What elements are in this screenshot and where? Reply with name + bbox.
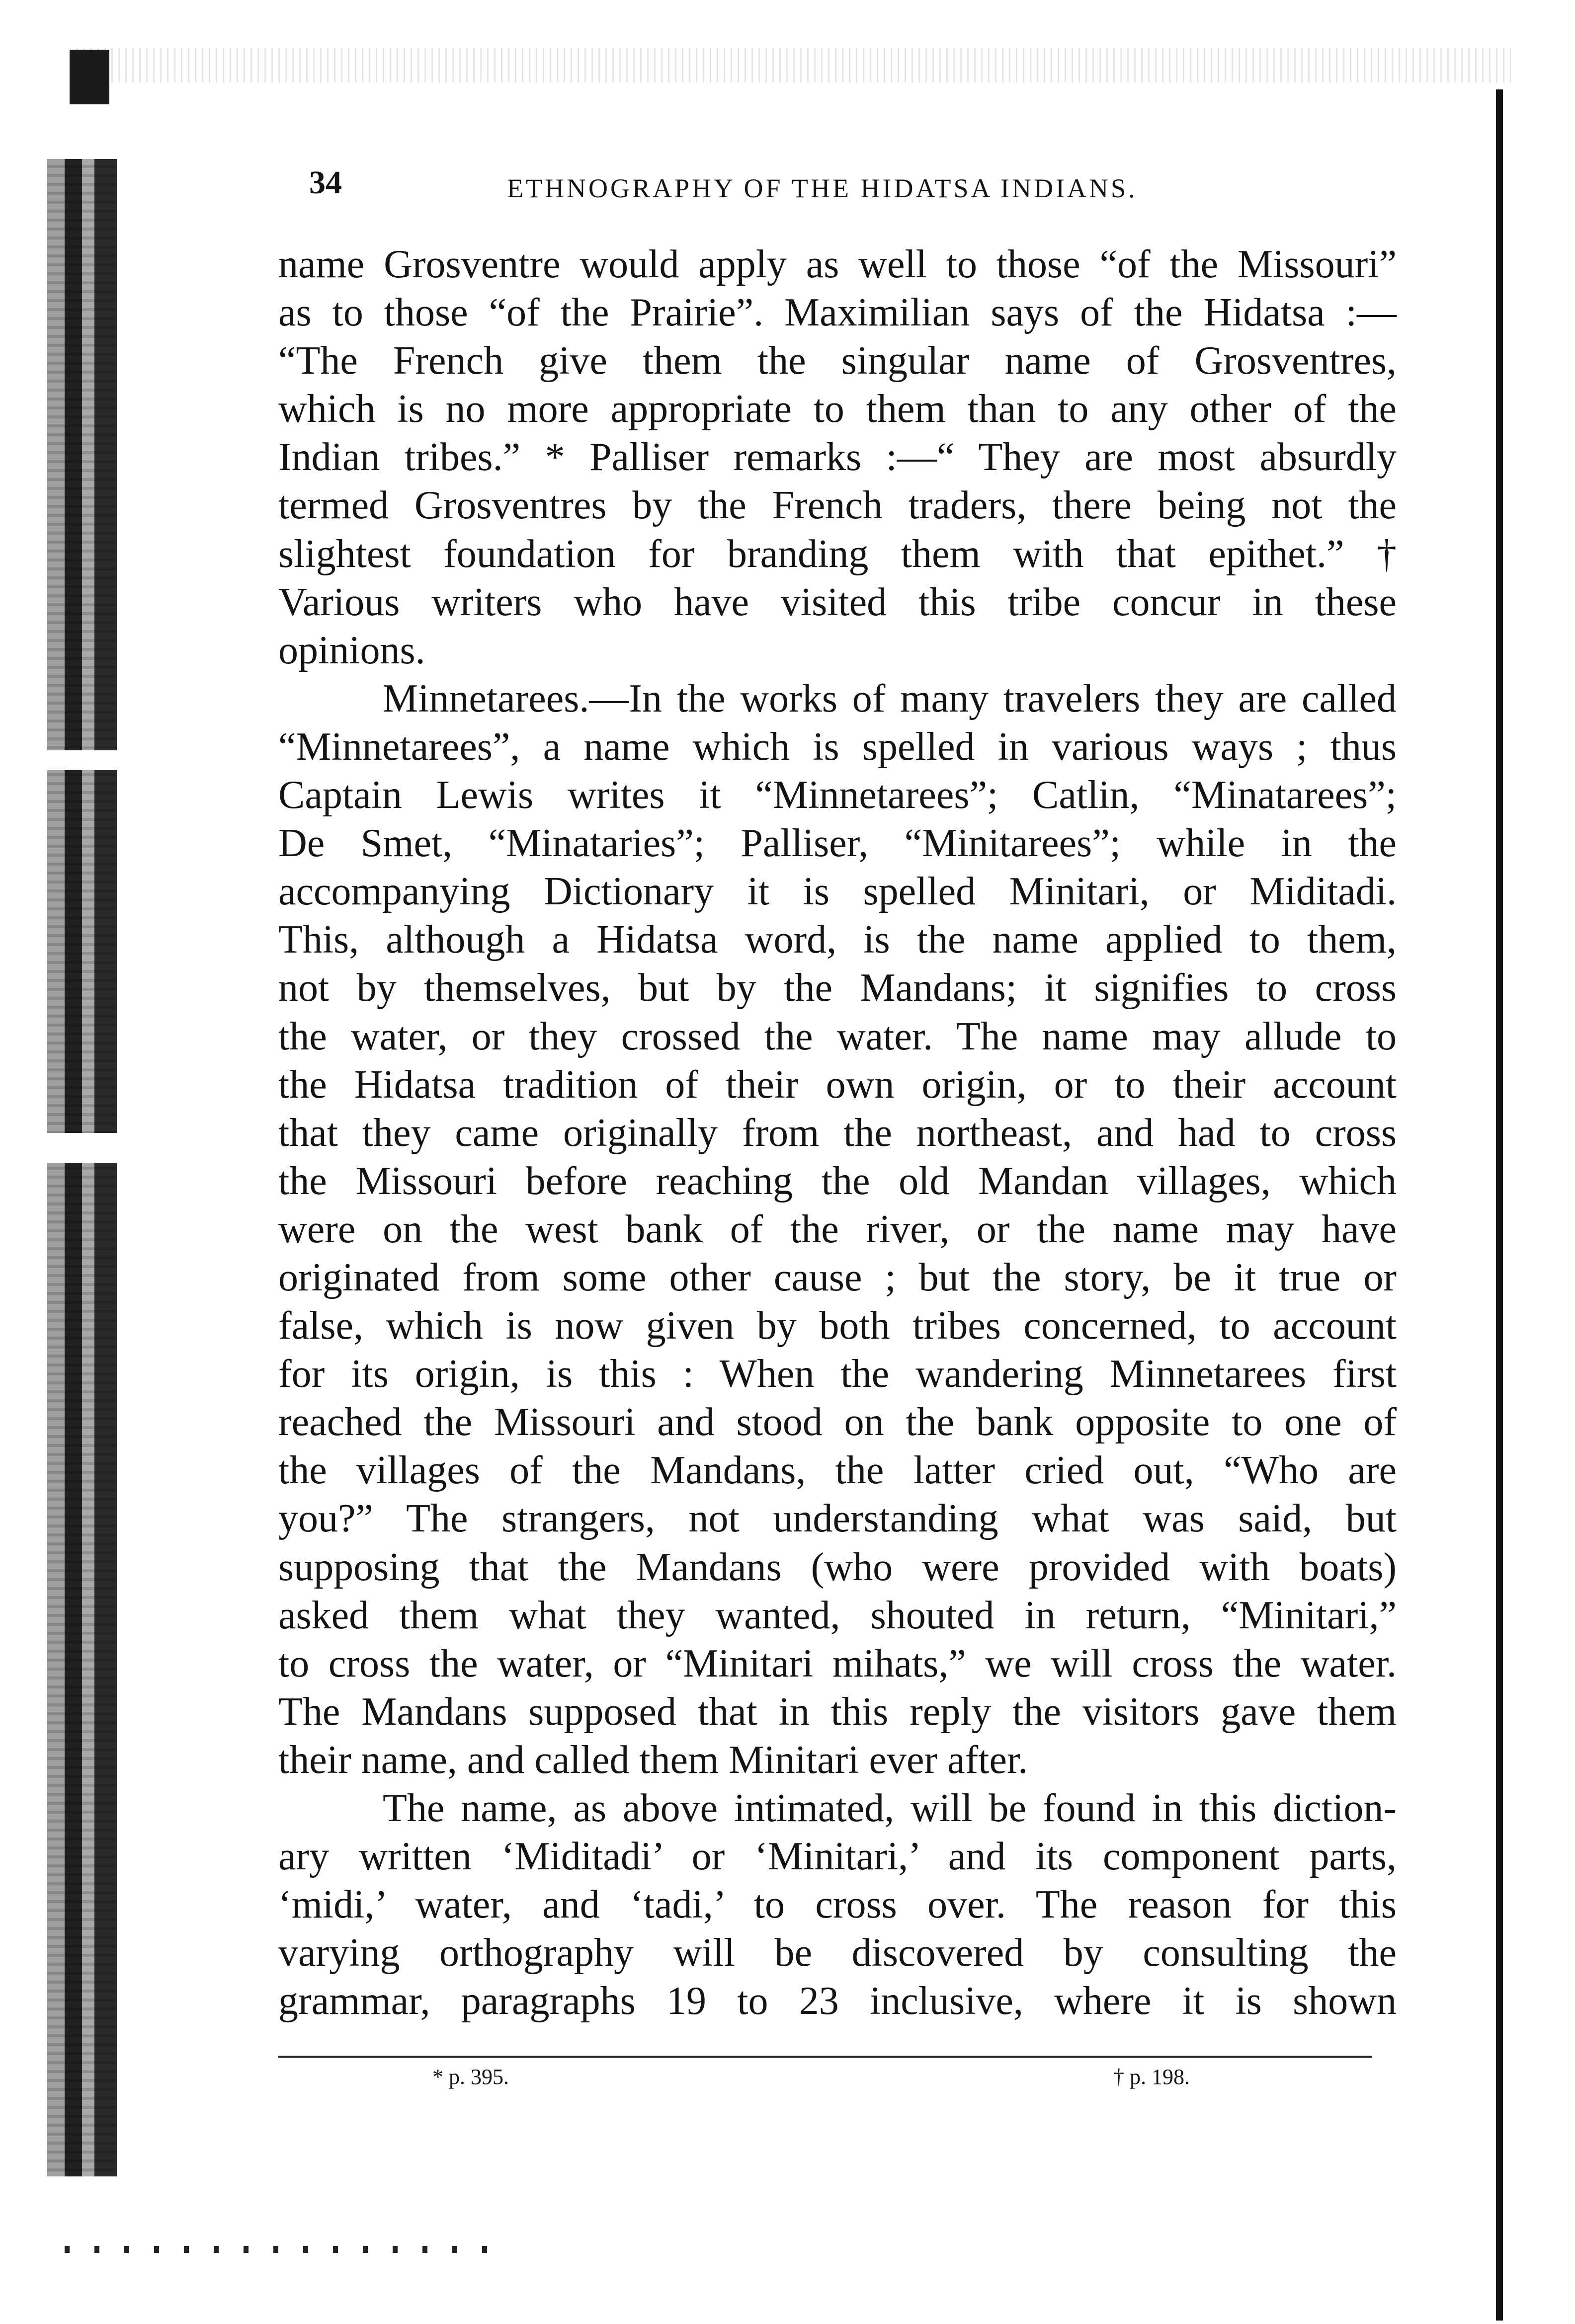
- scan-corner-mark: [70, 50, 109, 104]
- scan-noise-bottom: [65, 2246, 512, 2253]
- text-line: Minnetarees.—In the works of many travelers they are called: [383, 676, 1397, 721]
- running-head: ETHNOGRAPHY OF THE HIDATSA INDIANS.: [507, 173, 1138, 203]
- scan-binding-edge: [47, 159, 117, 2176]
- text-line: that they came originally from the northeast, and had to cross: [278, 1111, 1397, 1155]
- text-line: This, although a Hidatsa word, is the name applied to them,: [278, 918, 1397, 962]
- footnote-second: † p. 198.: [1113, 2065, 1190, 2089]
- text-line: ‘midi,’ water, and ‘tadi,’ to cross over. The reason for this: [278, 1883, 1397, 1927]
- text-line: “The French give them the singular name of Grosventres,: [278, 339, 1397, 383]
- text-line: false, which is now given by both tribes concerned, to account: [278, 1304, 1397, 1348]
- text-line: Captain Lewis writes it “Minnetarees”; Catlin, “Minatarees”;: [278, 773, 1397, 817]
- text-line: the villages of the Mandans, the latter cried out, “Who are: [278, 1448, 1397, 1493]
- text-line: the Missouri before reaching the old Mandan villages, which: [278, 1159, 1397, 1203]
- text-line: Indian tribes.” * Palliser remarks :—“ They are most absurdly: [278, 435, 1397, 480]
- text-line: for its origin, is this : When the wandering Minnetarees first: [278, 1352, 1397, 1396]
- text-line: The Mandans supposed that in this reply the visitors gave them: [278, 1689, 1397, 1734]
- text-line: you?” The strangers, not understanding what was said, but: [278, 1497, 1397, 1541]
- text-line: as to those “of the Prairie”. Maximilian says of the Hidatsa :—: [278, 291, 1397, 335]
- text-line: asked them what they wanted, shouted in return, “Minitari,”: [278, 1593, 1397, 1637]
- text-line: varying orthography will be discovered by consulting the: [278, 1931, 1397, 1975]
- footnote-divider: [278, 2056, 1372, 2058]
- text-line: termed Grosventres by the French traders, there being not the: [278, 483, 1397, 528]
- text-line: name Grosventre would apply as well to those “of the Missouri”: [278, 242, 1397, 286]
- text-line: to cross the water, or “Minitari mihats,” we will cross the water.: [278, 1641, 1397, 1685]
- text-line: slightest foundation for branding them with that epithet.” †: [278, 532, 1397, 576]
- text-line: Various writers who have visited this tribe concur in these: [278, 580, 1397, 624]
- text-line: supposing that the Mandans (who were provided with boats): [278, 1545, 1397, 1589]
- text-line: De Smet, “Minataries”; Palliser, “Minitarees”; while in the: [278, 821, 1397, 866]
- scan-page-edge: [1496, 89, 1503, 2321]
- text-line: not by themselves, but by the Mandans; it signifies to cross: [278, 966, 1397, 1010]
- page-number: 34: [309, 164, 342, 201]
- text-line: grammar, paragraphs 19 to 23 inclusive, where it is shown: [278, 1979, 1397, 2023]
- text-line: the Hidatsa tradition of their own origin, or to their account: [278, 1062, 1397, 1107]
- text-line: opinions.: [278, 628, 425, 672]
- text-line: originated from some other cause ; but the story, be it true or: [278, 1255, 1397, 1299]
- text-line: were on the west bank of the river, or the name may have: [278, 1207, 1397, 1251]
- text-line: “Minnetarees”, a name which is spelled in various ways ; thus: [278, 724, 1397, 769]
- text-line: The name, as above intimated, will be found in this diction-: [383, 1786, 1397, 1830]
- scan-binding-gap: [47, 750, 117, 770]
- text-line: accompanying Dictionary it is spelled Minitari, or Miditadi.: [278, 870, 1397, 914]
- text-line: reached the Missouri and stood on the bank opposite to one of: [278, 1400, 1397, 1444]
- text-line: their name, and called them Minitari ever after.: [278, 1738, 1028, 1782]
- text-line: which is no more appropriate to them than to any other of the: [278, 387, 1397, 431]
- scan-binding-gap: [47, 1133, 117, 1163]
- footnote-first: * p. 395.: [432, 2065, 509, 2089]
- scan-noise-top: [70, 48, 1511, 82]
- text-line: ary written ‘Miditadi’ or ‘Minitari,’ and its component parts,: [278, 1835, 1397, 1879]
- body-text: [278, 240, 1397, 2025]
- text-line: the water, or they crossed the water. The name may allude to: [278, 1014, 1397, 1058]
